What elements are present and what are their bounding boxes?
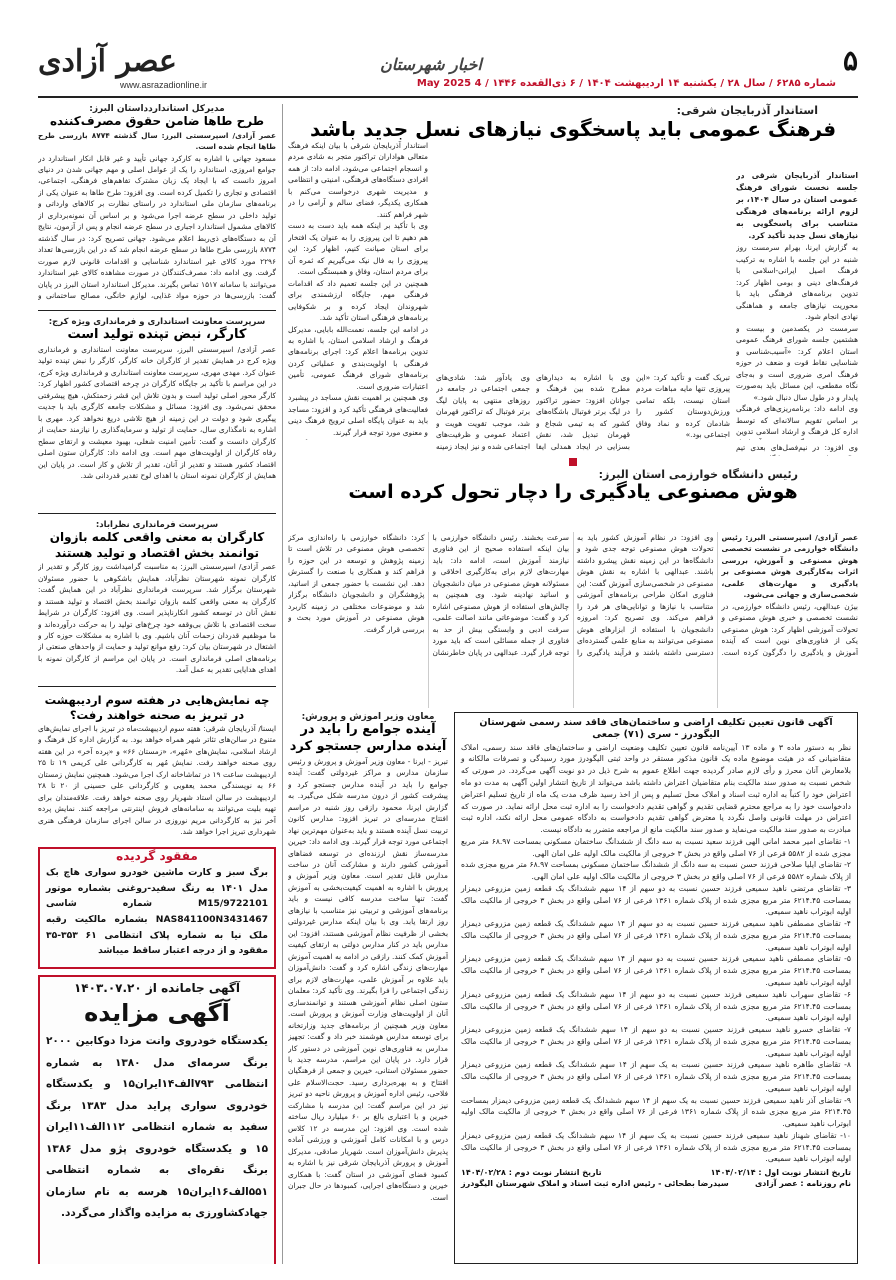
legal-notice <box>454 712 858 1264</box>
auction-title: آگهی مزایده <box>84 999 230 1027</box>
lead-paragraph: در ادامه این جلسه، نعمت‌الله بابایی، مدیرکل فرهنگ و ارشاد اسلامی استان، با اشاره به تدوین برنامه‌ها اعلام کرد: اجرای برنامه‌های فرهنگی با اولویت‌بندی و عملیاتی کردن برنامه‌های شورای فرهنگ عمومی، تأمین اعتبارات ضروری است. <box>288 324 428 391</box>
article-headline: کارگر، نبض تپنده تولید است <box>67 327 247 342</box>
lead-kicker: استاندار آذربایجان شرقی: <box>676 104 818 117</box>
ai-body: بیژن عبدالهی، رئیس دانشگاه خوارزمی، در نشست تخصصی و خبری هوش مصنوعی و تحولات آموزشی اظهار کرد: هوش مصنوعی یکی از فناوری‌های نوین است که آینده آموزش و یادگیری را دگرگون کرده است. وی افزود: در نظام آموزش کشور باید به تحولات هوش مصنوعی توجه جدی شود و دانشگاه‌ها در این زمینه نقش پیشرو داشته باشند. عبدالهی با اشاره به نقش هوش مصنوعی در شخصی‌سازی آموزش گفت: این فناوری امکان طراحی برنامه‌های آموزشی متناسب با نیازها و توانایی‌های هر فرد را فراهم می‌کند. وی تصریح کرد: امروزه دانشجویان با استفاده از ابزارهای هوش مصنوعی می‌توانند به منابع علمی گسترده‌ای دسترسی داشته باشند و فرآیند یادگیری را سرعت بخشند. رئیس دانشگاه خوارزمی با بیان اینکه استفاده صحیح از این فناوری نیازمند آموزش است، ادامه داد: باید مهارت‌های لازم برای به‌کارگیری اخلاقی و مسئولانه هوش مصنوعی در میان دانشجویان و اساتید نهادینه شود. وی همچنین به چالش‌های استفاده از هوش مصنوعی اشاره کرد و گفت: موضوعاتی مانند اصالت علمی، سرقت ادبی و وابستگی بیش از حد به فناوری از جمله مسائلی است که باید مورد توجه قرار گیرد. عبدالهی در پایان خاطرنشان کرد: دانشگاه خوارزمی با راه‌اندازی مرکز تخصصی هوش مصنوعی در تلاش است تا زمینه پژوهش و توسعه در این حوزه را فراهم کند و همکاری با صنعت را گسترش دهد. این نشست با حضور جمعی از اساتید، پژوهشگران و دانشجویان دانشگاه برگزار شد و موضوعات مختلفی در زمینه کاربرد هوش مصنوعی در آموزش مورد بحث و بررسی قرار گرفت. <box>288 533 858 657</box>
page-number: ۵ <box>842 44 858 77</box>
article-karaj <box>38 317 276 507</box>
ai-kicker: رئیس دانشگاه خوارزمی استان البرز: <box>598 468 798 481</box>
article-headline: طرح طاها ضامن حقوق مصرف‌کننده <box>49 114 265 128</box>
masthead-rule <box>38 96 858 98</box>
article-kicker: سرپرست فرمانداری نظرآباد: <box>95 520 219 530</box>
article-kicker: مدیرکل استانداردداستان البرز: <box>89 104 225 114</box>
notice-items <box>461 836 851 1165</box>
section-title: اخبار شهرستان <box>380 55 482 74</box>
auction-body: یکدستگاه خودروی وانت مزدا دوکابین ۲۰۰۰ برنگ سرمه‌ای مدل ۱۳۸۰ به شماره انتظامی ۷۹۳الف۱۴ایران۱۵ و یکدستگاه خودروی سواری پراید مدل ۱۳۸۳ برنگ سفید به شماره انتظامی ۱۱۲الف۱۱ایران ۱۵ و یکدستگاه خودروی پژو مدل ۱۳۸۶ برنگ نقره‌ای به شماره انتظامی ۵۵۱الف۱۶ایران۱۵ هرسه به نام سازمان جهادکشاورزی به مزایده واگذار می‌گردد. <box>46 1035 268 1220</box>
lead-paragraph: وی همچنین بر اهمیت نقش مساجد در پیشبرد فعالیت‌های فرهنگی تأکید کرد و افزود: مساجد باید به عنوان پایگاه اصلی ترویج فرهنگ دینی و معنوی مورد توجه قرار گیرند. <box>288 393 428 437</box>
lead-headline: فرهنگ عمومی باید پاسخگوی نیازهای نسل جدید باشد <box>309 117 837 141</box>
notice-item: ۵- تقاضای مصطفی ناهید سمیعی فرزند حسین نسبت به دو سهم از ۱۴ سهم ششدانگ یک قطعه زمین مزروعی دیمزار بمساحت ۶۲۱۴.۴۵ متر مربع مجزی شده از پلاک شماره ۱۳۶۱ فرعی از ۷۶ اصلی واقع در بخش ۳ خروجی از مالکیت مالک اولیه ابوتراب ناهید سمیعی. <box>461 954 852 987</box>
auction-kicker: آگهی جامانده از ۱۴۰۳.۰۷.۲۰ <box>73 981 241 995</box>
divider <box>38 513 276 514</box>
lead-paragraph: وی با تأکید بر اینکه همه باید دست به دست هم دهیم تا این پیروزی را به عنوان یک افتخار برای استان صیانت کنیم، اظهار کرد: این پیروزی را به فال نیک می‌گیریم که ثمره آن برای مردم استان، وفاق و همبستگی است. <box>288 221 428 277</box>
article-body: ایسنا/ آذربایجان شرقی: هفته سوم اردیبهشت‌ماه در تبریز با اجرای نمایش‌های متنوع در سالن‌های تئاتر شهر همراه خواهد بود. به گزارش اداره کل فرهنگ و ارشاد اسلامی، نمایش‌های «مُهر»، «زمستان ۶۶» و «پرده آخر» در این هفته روی صحنه خواهند رفت. نمایش مُهر به کارگردانی علی کریمی ۱۹ تا ۲۵ اردیبهشت ساعت ۱۹ در تماشاخانه ارک اجرا می‌شود. همچنین نمایش زمستان ۶۶ به نویسندگی محمد یعقوبی و کارگردانی علی حسینی از ۲۰ تا ۲۸ اردیبهشت در سالن استاد شهریار روی صحنه خواهد رفت. علاقه‌مندان برای تهیه بلیت می‌توانند به سامانه‌های فروش اینترنتی مراجعه کنند. نمایش پرده آخر نیز به کارگردانی مریم نوروزی در سالن اجرای سازمان فرهنگی هنری شهرداری تبریز اجرا خواهد شد. <box>38 723 276 837</box>
notice-item: ۸- تقاضای طاهره ناهید سمیعی فرزند حسین نسبت به یک سهم از ۱۴ سهم ششدانگ یک قطعه زمین مزروعی دیمزار بمساحت ۶۲۱۴.۴۵ متر مربع مجزی شده از پلاک شماره ۱۳۶۱ فرعی از ۷۶ اصلی واقع در بخش ۳ خروجی از مالکیت مالک اولیه ابوتراب ناهید سمیعی. <box>461 1060 852 1093</box>
article-theatre <box>38 693 276 841</box>
ai-intro: عصر آزادی/ اسپرسستی البرز: رئیس دانشگاه خوارزمی در نشست تخصصی هوش مصنوعی و آموزش، بررسی اثرات به‌کارگیری هوش مصنوعی بر یادگیری و مهارت‌های علمی، شخصی‌سازی و جهانی می‌شود. <box>721 533 858 600</box>
notice-signer: سیدرضا بطحائی - رئیس اداره ثبت اسناد و املاک شهرستان الیگودرز <box>461 1179 729 1189</box>
notice-signature <box>461 1179 851 1188</box>
notice-intro: نظر به دستور ماده ۳ و ماده ۱۳ آیین‌نامه قانون تعیین تکلیف وضعیت اراضی و ساختمان‌های فاقد سند رسمی، املاک متقاضیانی که در هیئت موضوع ماده یک قانون مذکور مستقر در واحد ثبتی الیگودرز مورد رسیدگی و تصرفات مالکانه و بلامعارض آنان محرز و رأی لازم صادر گردیده جهت اطلاع عموم به شرح ذیل در دو نوبت آگهی می‌گردد. در صورتی که شخص نسبت به صدور سند مالکیت بنام متقاضیان اعتراض داشته باشد می‌تواند از تاریخ انتشار اولین آگهی به مدت دو ماه اعتراض خود را کتباً به اداره ثبت اسناد و املاک محل تسلیم و پس از اخذ رسید ظرف مدت یک ماه از تاریخ تسلیم اعتراض دادخواست خود را به مراجع محترم قضایی تقدیم و گواهی تقدیم دادخواست را به اداره ثبت محل ارائه نماید. در صورت که اعتراض در مهلت قانونی واصل نگردد یا معترض گواهی تقدیم دادخواست به دادگاه عمومی محل ارائه نکند، اداره ثبت مبادرت به صدور سند مالکیت می‌نماید و صدور سند مالکیت مانع از مراجعه متضرر به دادگاه نیست. <box>461 742 851 835</box>
masthead-url[interactable]: www.asrazadionline.ir <box>120 80 208 90</box>
lead-paragraph: استاندار آذربایجان شرقی با بیان اینکه فرهنگ متعالی هواداران تراکتور متجر به شادی مردم و انسجام اجتماعی می‌شود، ادامه داد: از همه افرادی دستگاه‌های فرهنگی، امنیتی و انتظامی و مدیریت شهری درخواست می‌کنم با همکاری یکدیگر، فضای سالم و آرامی را در شهر فراهم کنند. <box>288 141 428 219</box>
article-body: مسعود جهانی با اشاره به کارکرد جهانی تأیید و غیر قابل انکار استاندارد در جوامع امروزی، استاندارد را یک از عوامل اصلی و مهم جهانی شدن در دنیای امروز دانست که با ایجاد یک زبان مشترک تفاهم‌های فرهنگی، اجتماعی، اقتصادی و تجاری را تکمیل کرده است. وی افزود: طرح طاها به عنوان یکی از برنامه‌های سازمان ملی استاندارد در راستای نظارت بر کالاهای وارداتی و تولید داخلی در سطح عرضه اجرا می‌شود و بر اساس آن نمونه‌برداری از کالاهای مشمول استاندارد اجباری در سطح عرضه انجام و پس از آزمون، نتایج آن به دستگاه‌های ذی‌ربط اعلام می‌شود. جهانی تصریح کرد: در سال گذشته ۸۷۷۴ بازرسی طرح طاها در سطح عرضه انجام شد که در این بازرسی‌ها تعداد ۲۲۹۶ مورد کالای غیر استاندارد شناسایی و اقدامات قانونی لازم صورت گرفت. وی ادامه داد: مصرف‌کنندگان در صورت مشاهده کالای غیر استاندارد می‌توانند با سامانه ۱۵۱۷ تماس بگیرند. مدیرکل استاندارد استان البرز در پایان گفت: بازرسی‌ها در حوزه مواد غذایی، لوازم خانگی، مصالح ساختمانی و <box>38 153 276 301</box>
edu-article <box>288 712 448 1264</box>
lead-paragraph: وی ادامه داد: برنامه‌ریزی‌های فرهنگی بر اساس تقویم سالانه‌ای که توسط اداره کل فرهنگ و ارشاد اسلامی تدوین <box>736 404 858 436</box>
masthead-logo: عصر آزادی <box>38 44 177 79</box>
divider <box>38 686 276 687</box>
edu-kicker: معاون وزیر آموزش و پرورش: <box>301 712 435 722</box>
column-rule <box>282 104 283 1264</box>
notice-item: ۷- تقاضای خسرو ناهید سمیعی فرزند حسین نسبت به دو سهم از ۱۴ سهم ششدانگ یک قطعه زمین مزروعی دیمزار بمساحت ۶۲۱۴.۴۵ متر مربع مجزی شده از پلاک شماره ۱۳۶۱ فرعی از ۷۶ اصلی واقع در بخش ۳ خروجی از مالکیت مالک اولیه ابوتراب ناهید سمیعی. <box>461 1025 852 1058</box>
notice-item: ۴- تقاضای مصطفی ناهید سمیعی فرزند حسین نسبت به دو سهم از ۱۴ سهم ششدانگ یک قطعه زمین مزروعی دیمزار بمساحت ۶۲۱۴.۴۵ متر مربع مجزی شده از پلاک شماره ۱۳۶۱ فرعی از ۷۶ اصلی واقع در بخش ۳ خروجی از مالکیت مالک اولیه ابوتراب ناهید سمیعی. <box>461 919 852 952</box>
lead-paragraph: تبریک گفت و تأکید کرد: «این پیروزی تنها مایه مباهات مردم استان نیست، بلکه تمامی ورزش‌دوستان کشور را شادمان کرده و نماد وفاق اجتماعی بود.» <box>636 373 730 440</box>
notice-date-first: تاریخ انتشار نوبت اول : ۱۴۰۴/۰۲/۱۴ <box>710 1168 851 1178</box>
lead-paragraph <box>288 438 428 440</box>
divider <box>38 310 276 311</box>
notice-item: ۲- تقاضای ایلیا صلاحی فرزند حسن نسبت به سه دانگ از ششدانگ ساختمان مسکونی بمساحت ۶۸.۹۷ متر مربع مجزی شده از پلاک شماره ۵۵۸۲ فرعی از ۷۶ اصلی واقع در بخش ۳ خروجی از مالکیت مالک اولیه علی امان الهی. <box>461 860 851 882</box>
notice-date-second: تاریخ انتشار نوبت دوم : ۱۴۰۴/۰۲/۲۸ <box>461 1168 602 1178</box>
edu-headline: آینده جوامع را باید در آینده مدارس جستجو کرد <box>289 722 447 754</box>
lead-paragraph: همچنین در این جلسه تعمیم داد که اقدامات فرهنگی مهم، جایگاه ارزشمندی برای شهروندان ایجاد کرده و بر شکوفایی برنامه‌های فرهنگی استان تأکید شد. <box>288 278 428 323</box>
lost-notice-body: برگ سبز و کارت ماشین خودرو سواری هاچ بک مدل ۱۴۰۱ به رنگ سفید-روغنی بشماره موتور M15/9722101 شماره شاسی NAS841100N3431467 بشماره مالکیت رقبه ملک نیا به شماره پلاک انتظامی ۶۱ ۳۵۳-۳۵ مفقود و از درجه اعتبار ساقط میباشد <box>46 867 268 957</box>
lead-under-photo <box>436 372 730 452</box>
lead-paragraph: سرمست در یکصدمین و بیست و هشتمین جلسه شورای فرهنگ عمومی استان اعلام کرد: «آسیب‌شناسی و شناسایی نقاط قوت و ضعف در حوزه فرهنگ امری ضروری است و به‌جای نگاه مقطعی، این مسائل باید به‌صورت پایدار و در طول سال دنبال شود.» <box>736 323 858 402</box>
divider-dot <box>569 458 577 466</box>
notice-newspaper: نام روزنامه : عصر آزادی <box>754 1179 851 1189</box>
notice-item: ۱- تقاضای امیر محمد امانی الهی فرزند سعید نسبت به سه دانگ از ششدانگ ساختمان مسکونی بمساحت ۶۸.۹۷ متر مربع مجزی شده از ۵۵۸۲ فرعی از ۷۶ اصلی واقع در بخش ۳ خروجی از مالکیت مالک اولیه علی امان الهی. <box>461 836 851 858</box>
issue-date-line: شماره ۶۲۸۵ / سال ۲۸ / یکشنبه ۱۴ اردیبهشت ۱۴۰۴ / ۶ ذی‌القعده ۱۴۴۶ / 4 May 2025 <box>416 78 836 89</box>
article-body: عصر آزادی/ اسپرسستی البرز، سرپرست معاونت استانداری و فرمانداری ویژه کرج در همایش تقدیر از کارگران خانه کارگر، کارگر را نبض تپنده تولید عنوان کرد. مهدی مهری، سرپرست معاونت استانداری و فرمانداری ویژه کرج، در این مراسم با تأکید بر جایگاه کارگران در چرخه اقتصادی کشور اظهار کرد: کارگر محور اصلی تولید است و بدون تلاش این قشر زحمتکش، هیچ پیشرفتی محقق نمی‌شود. وی افزود: مسائل و مشکلات جامعه کارگری باید با جدیت پیگیری شود و دولت در این زمینه از هیچ تلاشی دریغ نخواهد کرد. مهری با اشاره به نامگذاری سال، حمایت از تولید و سرمایه‌گذاری را نیازمند حمایت از کارگران دانست و گفت: تأمین امنیت شغلی، بهبود معیشت و ارتقای سطح رفاه کارگران از اولویت‌های مهم است. وی ادامه داد: کارگران ستون اصلی اقتصاد کشور هستند و تقدیر از آنان، تقدیر از تلاش و کار است. در پایان این همایش از کارگران نمونه استان با اهدای لوح تقدیر قدردانی شد. <box>38 344 276 481</box>
notice-item: ۱۰- تقاضای شهناز ناهید سمیعی فرزند حسین نسبت به یک سهم از ۱۴ سهم ششدانگ یک قطعه زمین مزروعی دیمزار بمساحت ۶۲۱۴.۴۵ متر مربع مجزی شده از پلاک شماره ۱۳۶۱ فرعی از ۷۶ اصلی واقع در بخش ۳ خروجی از مالکیت مالک اولیه ابوتراب ناهید سمیعی. <box>461 1130 852 1164</box>
notice-item: ۹- تقاضای آذر ناهید سمیعی فرزند حسین نسبت به یک سهم از ۱۴ سهم ششدانگ یک قطعه زمین مزروعی دیمزار بمساحت ۶۲۱۴.۴۵ متر مربع مجزی شده از پلاک شماره ۱۳۶۱ فرعی از ۷۶ اصلی واقع در بخش ۳ خروجی از مالکیت مالک اولیه ابوتراب ناهید سمیعی. <box>461 1095 851 1129</box>
notice-dates <box>461 1168 851 1177</box>
lead-paragraph: وی یادآور شد: شادی‌های جمعی اجتماعی در جامعه در روزهای منتهی به پایان لیگ برتر فوتبال که تراکتور قهرمان شد، موجب تقویت هویت و اعتماد عمومی و ظرفیت‌های اجتماعی شده و نیز ایجاد زمینه <box>436 373 530 451</box>
lead-paragraph: وی افزود: در نیم‌فصل‌های بعدی تیم <box>736 443 858 452</box>
lead-intro: استاندار آذربایجان شرقی در جلسه نخست شورای فرهنگ عمومی استان در سال ۱۴۰۴، بر لزوم ارائه برنامه‌های فرهنگی متناسب برای پاسخگویی به نیازهای نسل جدید تأکید کرد. <box>736 171 858 241</box>
article-lead: عصر آزادی/ اسپرسستی البرز: سال گذشته ۸۷۷۴ بازرسی طرح طاها انجام شده است. <box>38 130 276 152</box>
article-headline: چه نمایش‌هایی در هفته سوم اردیبهشت در تبریز به صحنه خواهند رفت؟ <box>44 693 270 722</box>
lead-left-column <box>288 140 428 440</box>
edu-body: تبریز - ایرنا - معاون وزیر آموزش و پرورش و رئیس سازمان مدارس و مراکز غیردولتی گفت: آینده جوامع را باید در آینده مدارس جستجو کرد و پیشرفت کشور از درون مدرسه شکل می‌گیرد. به گزارش ایرنا، محمود رازقی روز شنبه در مراسم افتتاح مدرسه‌ای در تبریز افزود: مدارس کانون تربیت نسل آینده هستند و باید به‌عنوان مهم‌ترین نهاد اجتماعی مورد توجه قرار گیرند. وی ادامه داد: خیرین مدرسه‌ساز نقش ارزنده‌ای در توسعه فضاهای آموزشی کشور دارند و مشارکت آنان در ساخت مدارس قابل تقدیر است. معاون وزیر آموزش و پرورش با اشاره به اهمیت کیفیت‌بخشی به آموزش گفت: تنها ساخت مدرسه کافی نیست و باید برنامه‌های آموزشی و تربیتی نیز متناسب با نیازهای روز ارتقا یابد. وی با بیان اینکه مدارس غیردولتی بخشی از ظرفیت نظام آموزشی هستند، افزود: این مدارس باید در کنار مدارس دولتی به ارتقای کیفیت آموزش کمک کنند. رازقی در ادامه به اهمیت آموزش مهارت‌های زندگی اشاره کرد و گفت: دانش‌آموزان باید علاوه بر آموزش علمی، مهارت‌های لازم برای زندگی اجتماعی را فرا بگیرند. وی تأکید کرد: معلمان ستون اصلی نظام آموزشی هستند و توانمندسازی آنان از اولویت‌های وزارت آموزش و پرورش است. معاون وزیر همچنین از برنامه‌های جدید وزارتخانه برای توسعه مدارس هوشمند خبر داد و گفت: تجهیز مدارس به فناوری‌های نوین آموزشی در دستور کار قرار دارد. در پایان این مراسم، مدرسه جدید با حضور مسئولان استانی، خیرین و جمعی از فرهنگیان افتتاح و به بهره‌برداری رسید. حجت‌الاسلام علی فلاحی، رئیس اداره آموزش و پرورش ناحیه دو تبریز نیز در این مراسم گفت: این مدرسه با مشارکت خیرین و با اعتباری بالغ بر ۶۰ میلیارد ریال ساخته شده است. وی افزود: این مدرسه در ۱۲ کلاس درس و با امکانات کامل آموزشی و ورزشی آماده پذیرش دانش‌آموزان است. شهریار صادقی، مدیرکل آموزش و پرورش آذربایجان شرقی نیز با اشاره به کمبود فضای آموزشی در استان گفت: با همکاری خیرین و دستگاه‌های اجرایی، کمبودها در حال جبران است. <box>288 756 448 1202</box>
article-nazarabad <box>38 520 276 680</box>
left-column <box>38 104 276 1264</box>
auction-notice <box>38 975 276 1264</box>
lost-notice-title: مفقود گردیده <box>116 849 198 863</box>
lead-right-column <box>736 170 858 440</box>
ai-body-columns <box>288 532 858 708</box>
notice-item: ۶- تقاضای سهراب ناهید سمیعی فرزند حسین نسبت به دو سهم از ۱۴ سهم ششدانگ یک قطعه زمین مزروعی دیمزار بمساحت ۶۲۱۴.۴۵ متر مربع مجزی شده از پلاک شماره ۱۳۶۱ فرعی از ۷۶ اصلی واقع در بخش ۳ خروجی از مالکیت مالک اولیه ابوتراب ناهید سمیعی. <box>461 989 852 1023</box>
ai-article <box>288 468 858 504</box>
article-standards <box>38 104 276 304</box>
lead-paragraph: وی با اشاره به دیدارهای مطرح شده بین فرهنگ و جوانان افزود: حضور تراکتور در لیگ برتر فوتبال باشگاه‌های کشور که به تیمی شجاع و قهرمان تبدیل شد، نقش بسزایی در ایجاد همدلی ایفا <box>536 373 630 451</box>
lead-article <box>288 104 858 141</box>
section-divider <box>288 458 858 462</box>
lost-notice <box>38 847 276 969</box>
notice-title: آگهی قانون تعیین تکلیف اراضی و ساختمان‌های فاقد سند رسمی شهرستان الیگودرز - سری (۷۱) جمعی <box>479 717 833 741</box>
article-body: عصر آزادی/ اسپرسستی البرز: به مناسبت گرامیداشت روز کارگر و تقدیر از کارگران نمونه شهرستان نظرآباد، همایش باشکوهی با حضور مسئولان شهرستان برگزار شد. سرپرست فرمانداری نظرآباد در این همایش گفت: کارگران به معنی واقعی کلمه بازوان توانمند بخش اقتصاد و تولید هستند و نقش آنان در توسعه کشور انکارناپذیر است. وی افزود: کارگران در شرایط سخت اقتصادی با تلاش بی‌وقفه خود چرخ‌های تولید را به حرکت درآورده‌اند و ما موظفیم قدردان زحمات آنان باشیم. وی با اشاره به مشکلات حوزه کار و اشتغال در شهرستان بیان کرد: رفع موانع تولید و حمایت از واحدهای صنعتی از برنامه‌های اصلی فرمانداری است. در پایان این مراسم از کارگران نمونه با اهدای هدایایی تقدیر به عمل آمد. <box>38 562 276 675</box>
lead-paragraph: به گزارش ایرنا، بهرام سرمست روز شنبه در این جلسه با اشاره به ترکیب فرهنگ اصیل ایرانی-اسلامی با فرهنگ‌های دینی و بومی اظهار کرد: تدوین برنامه‌های فرهنگی باید با محوریت نیازهای جامعه و هماهنگی نهادی انجام شود. <box>736 243 858 322</box>
ai-headline: هوش مصنوعی یادگیری را دچار تحول کرده است <box>348 481 798 503</box>
article-kicker: سرپرست معاونت استانداری و فرمانداری ویژه کرج: <box>48 317 266 327</box>
notice-item: ۳- تقاضای مرتضی ناهید سمیعی فرزند حسین نسبت به دو سهم از ۱۴ سهم ششدانگ یک قطعه زمین مزروعی دیمزار بمساحت ۶۲۱۴.۴۵ متر مربع مجزی شده از پلاک شماره ۱۳۶۱ فرعی از ۷۶ اصلی واقع در بخش ۳ خروجی از مالکیت مالک اولیه ابوتراب ناهید سمیعی. <box>461 883 852 917</box>
lead-tail <box>736 442 858 456</box>
article-headline: کارگران به معنی واقعی کلمه بازوان توانمند بخش اقتصاد و تولید هستند <box>49 530 265 560</box>
